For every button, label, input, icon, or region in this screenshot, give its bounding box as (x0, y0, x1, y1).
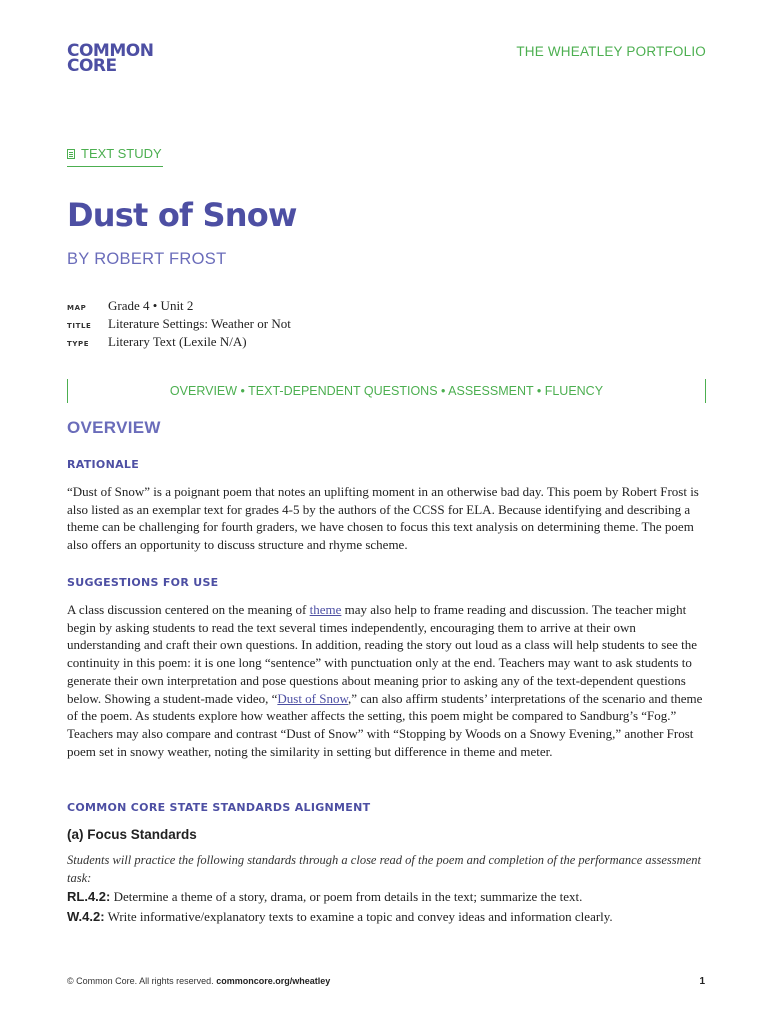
meta-value: Literature Settings: Weather or Not (108, 316, 291, 331)
section-nav[interactable]: OVERVIEW • TEXT-DEPENDENT QUESTIONS • ASSESSMENT • FLUENCY (67, 379, 706, 403)
standard-rl-4-2 (67, 889, 582, 905)
standard-w-4-2 (67, 909, 613, 925)
meta-row-title (67, 316, 291, 334)
dust-of-snow-video-link[interactable]: Dust of Snow (277, 690, 349, 706)
footer-url-link[interactable]: commoncore.org/wheatley (216, 976, 331, 986)
suggestions-text: may also help to frame reading and discussion. The teacher might begin by asking students to read the text several times independently, encouraging them to arrive at their own understanding and craft their own questions. In addition, reading the story out loud as a class will help students to see the continuity in this poem: it is one long “sentence” with punctuation only at the end. Teachers may want to ask students to generate their own interpretation and pose questions about meaning prior to asking any of the text-dependent questions below. Showing a student-made video, “ (67, 602, 698, 706)
page-title: Dust of Snow (67, 196, 297, 234)
meta-row-map (67, 298, 291, 316)
section-label (67, 146, 163, 167)
byline: BY ROBERT FROST (67, 250, 227, 268)
copyright: © Common Core. All rights reserved. (67, 976, 217, 986)
common-core-logo (67, 41, 154, 76)
suggestions-text: A class discussion centered on the meaning of (67, 602, 310, 617)
meta-value: Grade 4 • Unit 2 (108, 298, 194, 313)
standard-text: Determine a theme of a story, drama, or poem from details in the text; summarize the text. (110, 889, 583, 904)
meta-row-type (67, 334, 291, 352)
standard-text: Write informative/explanatory texts to examine a topic and convey ideas and information clearly. (104, 909, 613, 924)
suggestions-heading: SUGGESTIONS FOR USE (67, 576, 219, 589)
meta-value: Literary Text (Lexile N/A) (108, 334, 247, 349)
meta-table (67, 298, 291, 352)
rationale-paragraph: “Dust of Snow” is a poignant poem that notes an uplifting moment in an otherwise bad day. This poem by Robert Frost is also listed as an exemplar text for grades 4-5 by the authors of the CCSS for ELA. Because identifying and describing a theme can be challenging for fourth graders, we have chosen to focus this text analysis on determining theme. The poem also offers an opportunity to discuss structure and rhyme scheme. (67, 484, 699, 553)
focus-standards-heading: (a) Focus Standards (67, 827, 197, 842)
meta-key: TITLE (67, 322, 92, 330)
logo-line-2: CORE (67, 56, 117, 76)
theme-link[interactable]: theme (309, 602, 342, 617)
logo-line-1: COMMON (67, 41, 154, 61)
standards-note: Students will practice the following standards through a close read of the poem and completion of the performance assessment task: (67, 853, 701, 885)
section-label-text: TEXT STUDY (81, 146, 162, 161)
standard-code: RL.4.2: (67, 889, 111, 904)
portfolio-label: THE WHEATLEY PORTFOLIO (516, 44, 706, 59)
standard-code: W.4.2: (67, 909, 105, 924)
suggestions-paragraph (67, 601, 711, 760)
overview-heading: OVERVIEW (67, 418, 161, 437)
document-icon (67, 149, 75, 159)
meta-key: TYPE (67, 340, 90, 348)
suggestions-text: ,” can also affirm students’ interpretations of the scenario and theme of the poem. As students explore how weather affects the setting, this poem might be compared to Sandburg’s “Fog.” Teachers may also compare and contrast “Dust of Snow” with “Stopping by Woods on a Snowy Evening,” another Frost poem set in snowy weather, noting the similarity in setting but difference in theme and meter. (67, 690, 703, 759)
rationale-heading: RATIONALE (67, 458, 140, 471)
standards-heading: COMMON CORE STATE STANDARDS ALIGNMENT (67, 801, 371, 814)
footer (67, 976, 330, 986)
page-number: 1 (699, 976, 705, 987)
meta-key: MAP (67, 304, 87, 312)
